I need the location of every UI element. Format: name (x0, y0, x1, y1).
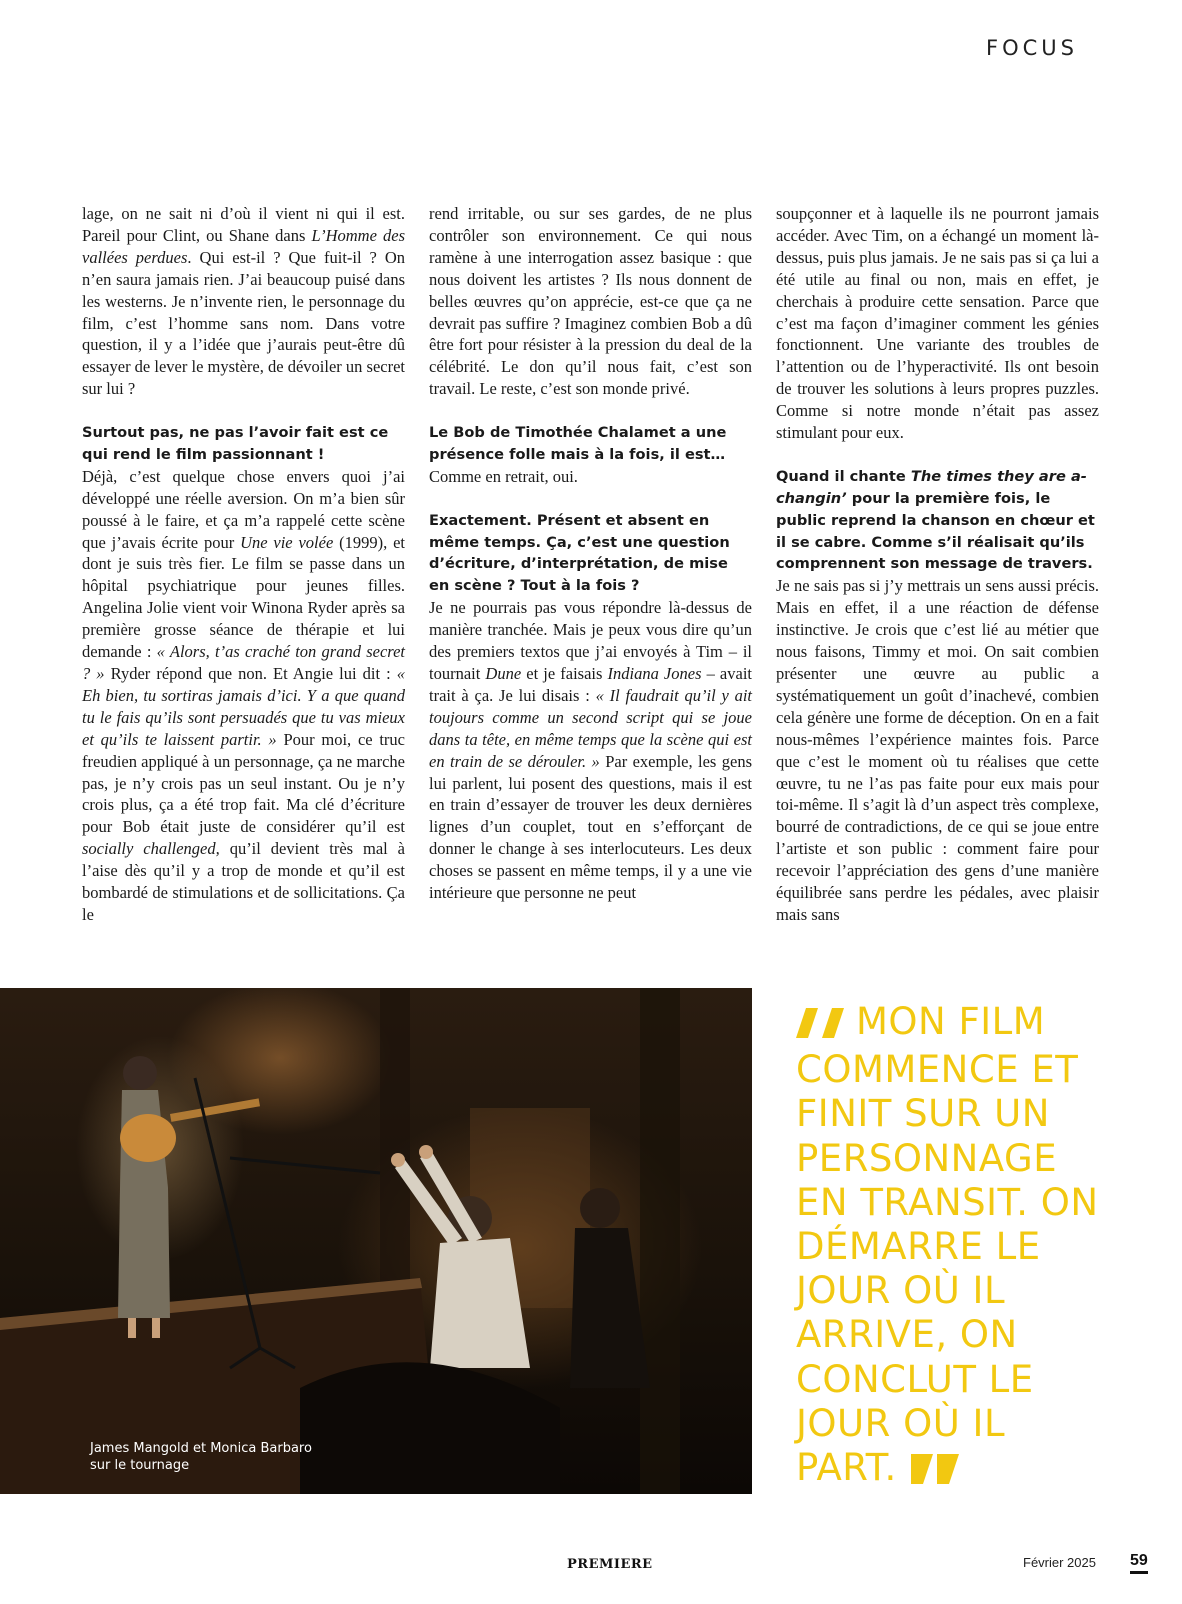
film-set-photo (0, 988, 752, 1494)
magazine-logo: PREMIERE (567, 1557, 653, 1572)
article-column-1 (82, 203, 405, 926)
pull-quote (796, 1000, 1116, 1494)
pull-quote-text: MON FILM COMMENCE ET FINIT SUR UN PERSONNAGE EN TRANSIT. ON DÉMARRE LE JOUR OÙ IL ARRIVE, ON CONCLUT LE JOUR OÙ IL PART. (796, 1000, 1099, 1490)
interview-question: Exactement. Présent et absent en même temps. Ça, c’est une question d’écriture, d’interprétation, de mise en scène ? Tout à la fois ? (429, 511, 730, 595)
paragraph: Je ne pourrais pas vous répondre là-dessus de manière tranchée. Mais je peux vous dire qu’un des premiers textos que j’ai envoyés à Tim – il tournait Dune et je faisais Indiana Jones – avait trait à ça. Je lui disais : « Il faudrait qu’il y ait toujours comme un second script qui se joue dans ta tête, en même temps que la scène qui est en train de se dérouler. » Par exemple, les gens lui parlent, lui posent des questions, mais il est en train d’essayer de trouver les deux dernières lignes d’un couplet, tout en s’efforçant de donner le change à ses interlocuteurs. Les deux choses se passent en même temps, il y a une vie intérieure que personne ne peut (429, 598, 752, 903)
paragraph: soupçonner et à laquelle ils ne pourront jamais accéder. Avec Tim, on a échangé un moment là-dessus, puis plus jamais. Je ne sais pas si ça lui a été utile au final ou non, mais en effet, je cherchais à produire cette sensation. Parce que c’est ma façon d’imaginer comment les génies fonctionnent. Une variante des troubles de l’attention ou de l’hyperactivité. Ils ont besoin de trouver les solutions à leurs propres puzzles. Comme si notre monde n’était pas assez stimulant pour eux. (776, 204, 1099, 443)
paragraph: rend irritable, ou sur ses gardes, de ne plus contrôler son environnement. Ce qui nous ramène à une interrogation assez basique : que nous doivent les artistes ? Ils nous donnent de belles œuvres qu’on apprécie, est-ce que ça ne devrait pas suffire ? Imaginez combien Bob a dû être fort pour résister à la pression du deal de la célébrité. Le don qu’il nous fait, c’est son travail. Le reste, c’est son monde privé. (429, 204, 752, 399)
paragraph: lage, on ne sait ni d’où il vient ni qui il est. Pareil pour Clint, ou Shane dans L’Homme des vallées perdues. Qui est-il ? Que fuit-il ? On n’en saura jamais rien. J’ai beaucoup puisé dans les westerns. Je n’invente rien, le personnage du film, c’est l’homme sans nom. Dans votre question, il y a l’idée que j’aurais peut-être dû essayer de lever le mystère, de dévoiler un secret sur lui ? (82, 204, 406, 399)
interview-question: Surtout pas, ne pas l’avoir fait est ce qui rend le film passionnant ! (82, 424, 389, 463)
photo-caption: James Mangold et Monica Barbaro sur le tournage (90, 1441, 312, 1473)
photo-illustration (0, 988, 752, 1494)
article-column-2 (429, 203, 752, 904)
close-quote-icon (907, 1450, 959, 1494)
issue-date: Février 2025 (1023, 1555, 1096, 1570)
paragraph: Déjà, c’est quelque chose envers quoi j’ai développé une réelle aversion. On m’a bien sûr poussé à le faire, et ça m’a rappelé cette scène que j’avais écrite pour Une vie volée (1999), et dont je suis très fier. Le film se passe dans un hôpital psychiatrique pour jeunes filles. Angelina Jolie vient voir Winona Ryder après sa première grosse séance de thérapie et lui demande : « Alors, t’as craché ton grand secret ? » Ryder répond que non. Et Angie lui dit : « Eh bien, tu sortiras jamais d’ici. Y a que quand tu le fais qu’ils sont persuadés que tu vas mieux et qu’ils te laissent partir. » Pour moi, ce truc freudien appliqué à un personnage, ça ne marche pas, je n’y crois pas un seul instant. Ou je n’y crois plus, ça a été trop fait. Ma clé d’écriture pour Bob était juste de considérer qu’il est socially challenged, qu’il devient très mal à l’aise dès qu’il y a trop de monde et qu’il est bombardé de stimulations et de sollicitations. Ça le (82, 466, 406, 924)
interview-question: Le Bob de Timothée Chalamet a une présence folle mais à la fois, il est… (429, 424, 727, 463)
paragraph: Comme en retrait, oui. (429, 466, 578, 486)
page-number: 59 (1130, 1552, 1148, 1574)
interview-question: Quand il chante The times they are a-changin’ pour la première fois, le public reprend la chanson en chœur et il se cabre. Comme s’il réalisait qu’ils comprennent son message de travers. (776, 467, 1095, 573)
section-label: FOCUS (986, 36, 1078, 60)
paragraph: Je ne sais pas si j’y mettrais un sens aussi précis. Mais en effet, il a une réaction de défense instinctive. Je crois que c’est lié au métier que nous faisons, Timmy et moi. On sait combien présenter une œuvre au public a systématiquement un goût d’inachevé, combien cela génère une forme de déception. On en a fait nous-mêmes l’expérience maintes fois. Parce que c’est le moment où tu réalises que cette œuvre, tu ne l’as pas faite pour eux mais pour toi-même. Il s’agit là d’un aspect très complexe, bourré de contradictions, de ce qui se joue entre l’artiste et son public : comment faire pour recevoir l’appréciation des gens d’une manière équilibrée sans perdre les pédales, avec plaisir mais sans (776, 576, 1099, 924)
open-quote-icon (796, 1004, 848, 1048)
article-column-3 (776, 203, 1099, 926)
